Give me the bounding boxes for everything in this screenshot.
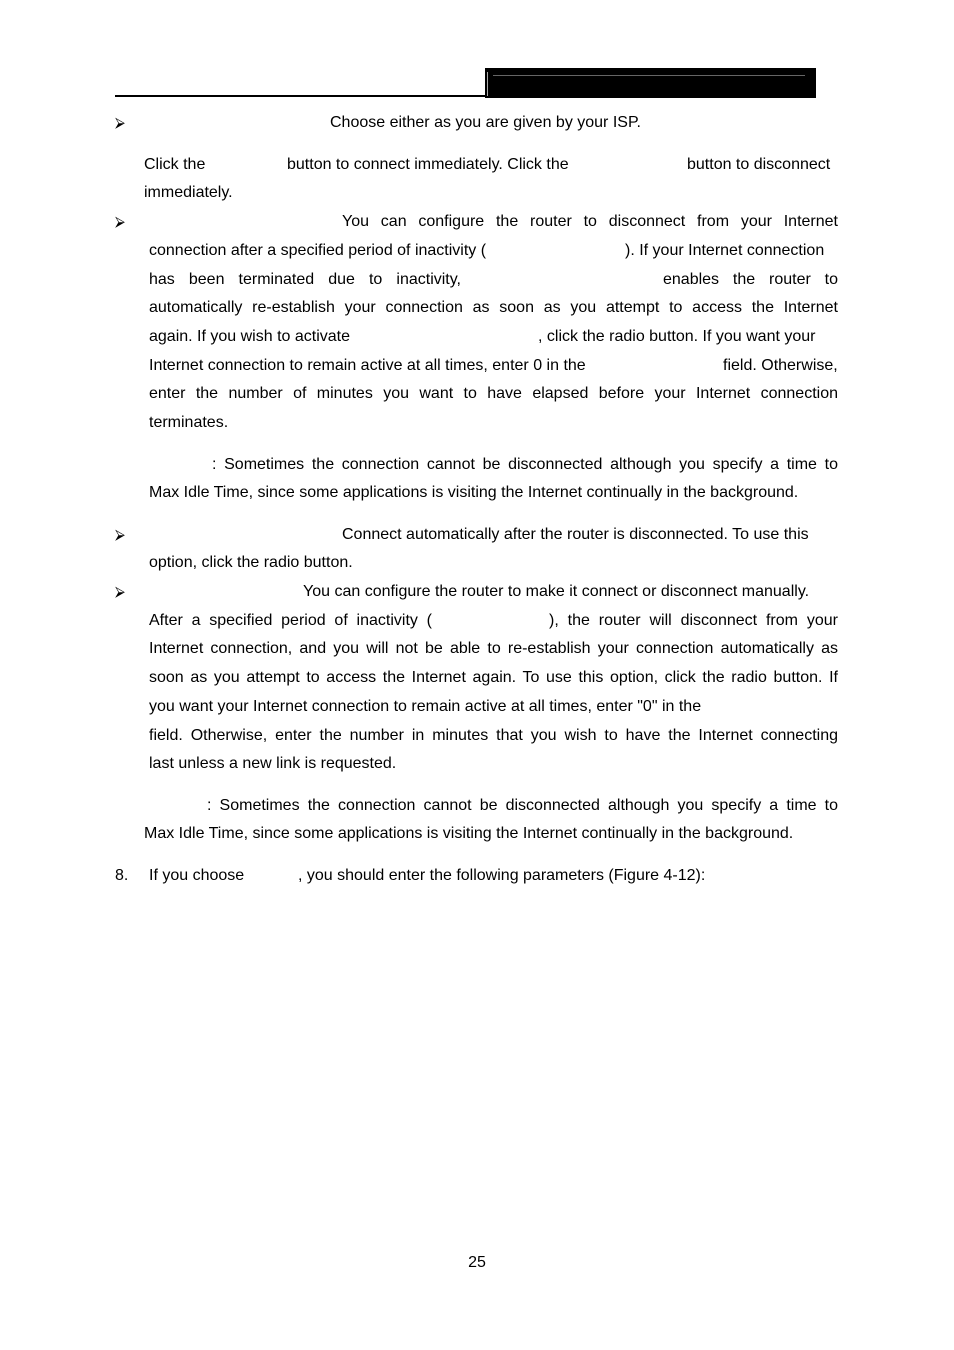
- header-bar-tick: [487, 72, 488, 96]
- auto-line-2: option, click the radio button.: [149, 554, 353, 571]
- manual-line-2b: ), the router will disconnect from your: [549, 612, 838, 629]
- manual-line-6: field. Otherwise, enter the number in minutes that you wish to have the Internet connecting: [149, 727, 838, 744]
- manual-line-1: You can configure the router to make it connect or disconnect manually.: [303, 583, 810, 600]
- on-demand-line-5b: , click the radio button. If you want your: [538, 328, 816, 345]
- manual-line-5: you want your Internet connection to remain active at all times, enter "0" in the: [149, 698, 702, 715]
- on-demand-line-2a: connection after a specified period of inactivity (: [149, 242, 487, 259]
- bullet-auto: ⮚: [115, 526, 125, 542]
- connect-text-3: button to disconnect: [687, 156, 831, 173]
- on-demand-line-2b: ). If your Internet connection: [625, 242, 825, 259]
- header-bar: [485, 68, 816, 98]
- on-demand-line-3b: enables the router to: [663, 271, 838, 288]
- on-demand-line-7: enter the number of minutes you want to have elapsed before your Internet connection: [149, 385, 838, 402]
- on-demand-line-5a: again. If you wish to activate: [149, 328, 350, 345]
- auto-line-1: Connect automatically after the router is disconnected. To use this: [342, 526, 809, 543]
- bullet-on-demand: ⮚: [115, 213, 125, 229]
- on-demand-note-2: Max Idle Time, since some applications is visiting the Internet continually in the background.: [149, 484, 799, 501]
- manual-line-2a: After a specified period of inactivity (: [149, 612, 432, 629]
- on-demand-line-4: automatically re-establish your connection as soon as you attempt to access the Internet: [149, 299, 838, 316]
- header-rule: [115, 95, 486, 97]
- page-number: 25: [468, 1254, 486, 1271]
- on-demand-line-8: terminates.: [149, 414, 229, 431]
- step8-text-a: If you choose: [149, 867, 245, 884]
- isp-intro: Choose either as you are given by your ISP.: [330, 114, 641, 131]
- on-demand-line-3a: has been terminated due to inactivity,: [149, 271, 461, 288]
- step8-text-b: , you should enter the following parameters (Figure 4-12):: [298, 867, 706, 884]
- manual-line-7: last unless a new link is requested.: [149, 755, 397, 772]
- manual-line-3: Internet connection, and you will not be able to re-establish your connection automatically as: [149, 640, 838, 657]
- on-demand-line-6b: field. Otherwise,: [723, 357, 838, 374]
- bullet-isp: ⮚: [115, 114, 125, 130]
- connect-text-4: immediately.: [144, 184, 233, 201]
- on-demand-note-1: : Sometimes the connection cannot be disconnected although you specify a time to: [212, 456, 838, 473]
- on-demand-line-1: You can configure the router to disconnect from your Internet: [342, 213, 838, 230]
- manual-note-1: : Sometimes the connection cannot be disconnected although you specify a time to: [207, 797, 838, 814]
- header-bar-line: [493, 75, 805, 76]
- step-number: 8.: [115, 867, 129, 884]
- manual-line-4: soon as you attempt to access the Internet again. To use this option, click the radio button. If: [149, 669, 838, 686]
- on-demand-line-6a: Internet connection to remain active at all times, enter 0 in the: [149, 357, 586, 374]
- connect-text-1: Click the: [144, 156, 206, 173]
- bullet-manual: ⮚: [115, 583, 125, 599]
- manual-note-2: Max Idle Time, since some applications is visiting the Internet continually in the background.: [144, 825, 794, 842]
- connect-text-2: button to connect immediately. Click the: [287, 156, 569, 173]
